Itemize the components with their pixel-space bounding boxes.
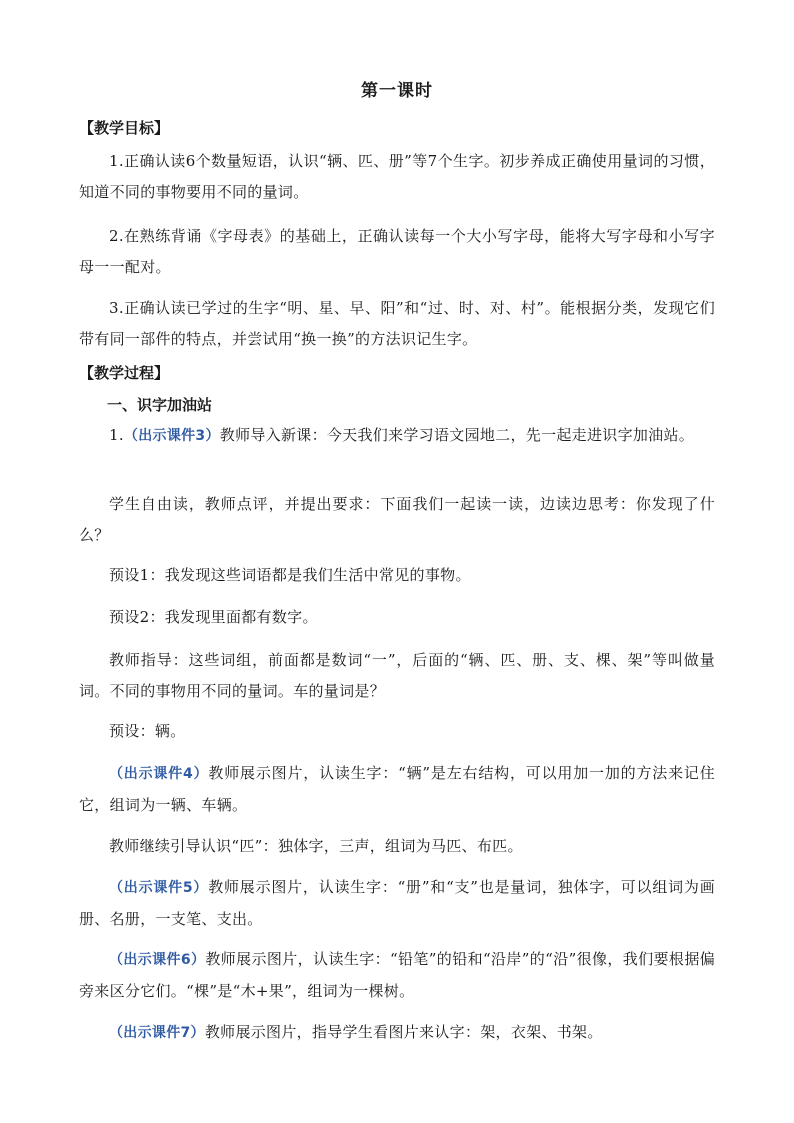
process-paragraph-2: 学生自由读，教师点评，并提出要求：下面我们一起读一读，边读边思考：你发现了什么？ (79, 495, 715, 544)
courseware-tag: （出示课件5） (109, 880, 209, 896)
courseware-tag: （出示课件7） (109, 1025, 205, 1041)
paragraph-text: 教师展示图片，认读生字：“辆”是左右结构，可以用加一加的方法来记住它，组词为一辆、车辆。 (79, 764, 715, 814)
process-paragraph-6: 预设：辆。 (109, 722, 186, 740)
process-paragraph-1 (79, 420, 715, 452)
process-heading: 【教学过程】 (79, 364, 170, 382)
courseware-tag: （出示课件3） (123, 428, 220, 444)
goal-item-2: 2.在熟练背诵《字母表》的基础上，正确认读每一个大小写字母，能将大写字母和小写字母一一配对。 (79, 227, 715, 276)
paragraph-text: 教师展示图片，指导学生看图片来认字：架，衣架、书架。 (204, 1023, 603, 1041)
process-paragraph-8: 教师继续引导认识“匹”：独体字，三声，组词为马匹、布匹。 (109, 837, 523, 855)
process-paragraph-11 (79, 1017, 715, 1049)
process-paragraph-4: 预设2：我发现里面都有数字。 (109, 608, 318, 626)
process-paragraph-10 (79, 944, 715, 1007)
goals-heading: 【教学目标】 (79, 119, 170, 137)
paragraph-text: 教师展示图片，认读生字：“册”和“支”也是量词，独体字，可以组词为画册、名册，一支笔、支出。 (79, 878, 715, 928)
paragraph-text: 教师展示图片，认读生字：“铅笔”的铅和“沿岸”的“沿”很像，我们要根据偏旁来区分它们。“棵”是“木+果”，组词为一棵树。 (79, 950, 715, 1000)
goal-item-3: 3.正确认读已学过的生字“明、星、早、阳”和“过、时、对、村”。能根据分类，发现它们带有同一部件的特点，并尝试用“换一换”的方法识记生字。 (79, 299, 715, 348)
process-paragraph-3: 预设1：我发现这些词语都是我们生活中常见的事物。 (109, 566, 471, 584)
paragraph-number: 1. (109, 426, 124, 444)
process-paragraph-5: 教师指导：这些词组，前面都是数词“一”，后面的“辆、匹、册、支、棵、架”等叫做量词。不同的事物用不同的量词。车的量词是？ (79, 651, 715, 700)
section-subheading: 一、识字加油站 (107, 396, 213, 414)
courseware-tag: （出示课件4） (109, 766, 209, 782)
courseware-tag: （出示课件6） (109, 952, 206, 968)
goal-item-1: 1.正确认读6个数量短语，认识“辆、匹、册”等7个生字。初步养成正确使用量词的习惯，知道不同的事物要用不同的量词。 (79, 152, 715, 201)
process-paragraph-7 (79, 758, 715, 821)
page-title: 第一课时 (361, 81, 433, 101)
paragraph-text: 教师导入新课：今天我们来学习语文园地二，先一起走进识字加油站。 (219, 426, 695, 444)
process-paragraph-9 (79, 872, 715, 935)
